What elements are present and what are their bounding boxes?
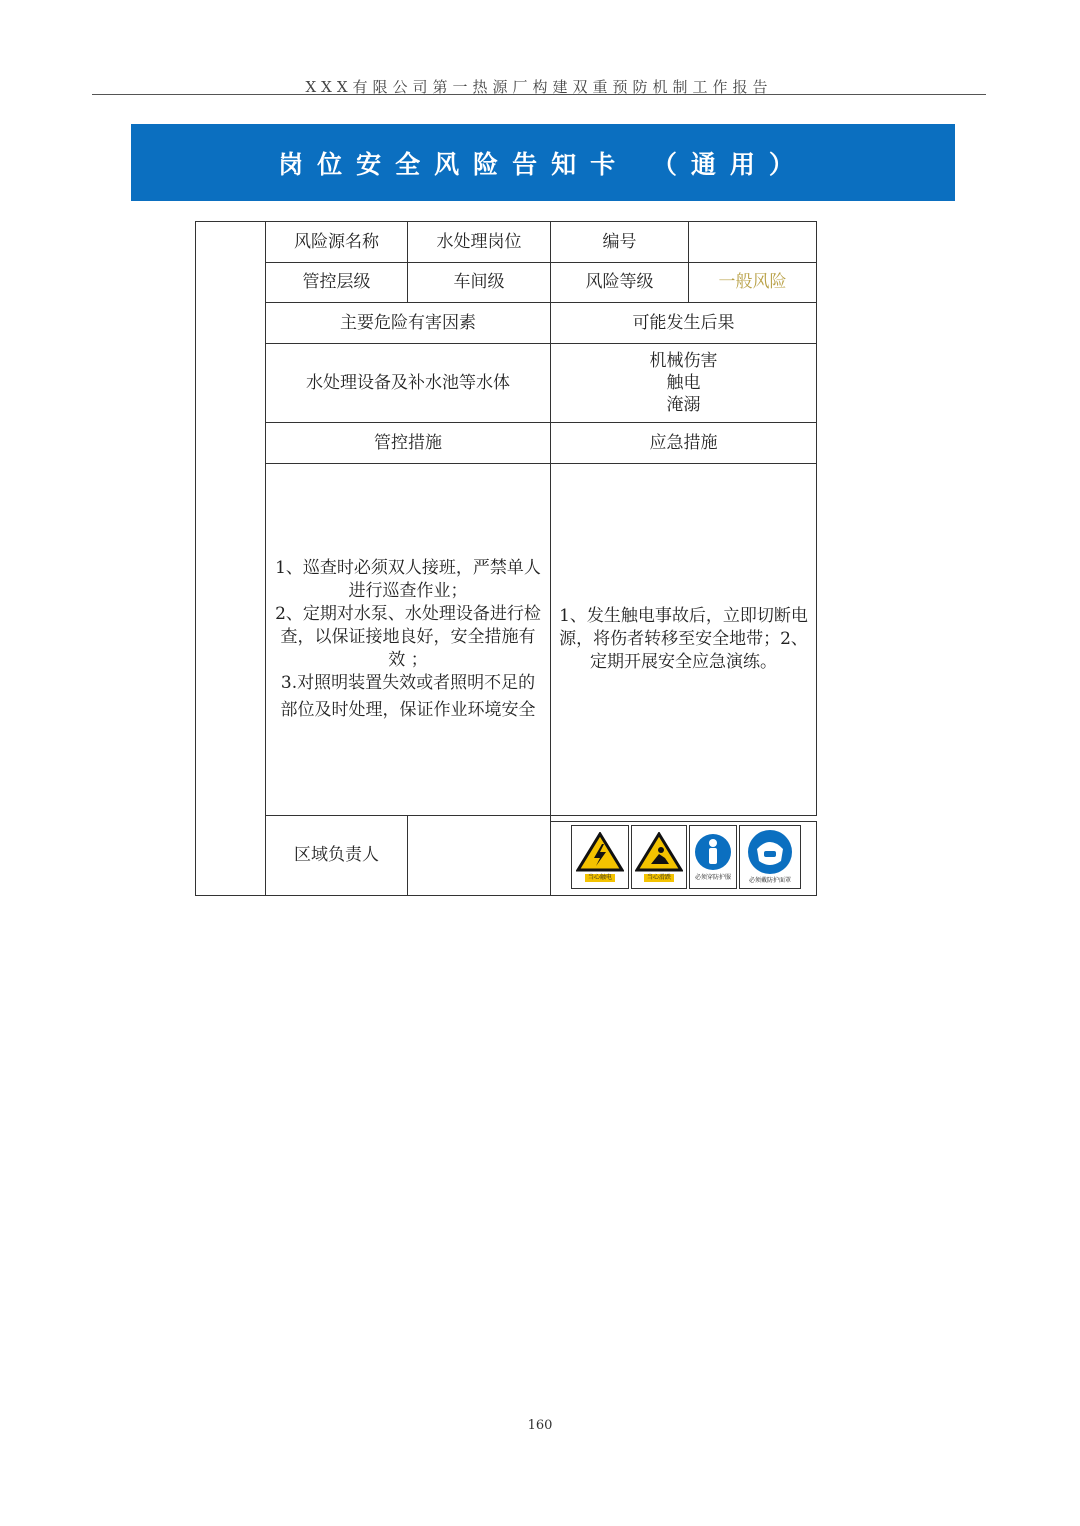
consequence-item: 机械伤害 [649,351,718,371]
risk-source-value: 水处理岗位 [407,221,551,263]
control-line: 进行巡查作业； [348,581,468,601]
consequence-list [550,343,817,423]
sign-caption: 必须戴防护面罩 [748,877,791,884]
left-blank-column [195,221,266,896]
risk-level-label: 风险等级 [550,262,689,303]
emergency-line: 1、发生触电事故后，立即切断电 [559,606,808,626]
hazard-header: 主要危险有害因素 [265,302,551,344]
consequence-item: 触电 [666,373,701,393]
slip-warning-icon [635,832,683,872]
control-line: 查，以保证接地良好，安全措施有 [280,627,536,647]
sign-face-mask [739,825,801,889]
area-manager-value [407,815,551,896]
area-manager-label: 区域负责人 [265,815,408,896]
sign-electric-shock [571,825,629,889]
must-wear-protection-icon [693,832,733,872]
sign-caption: 必须穿防护服 [694,874,731,881]
card-title-banner: 岗位安全风险告知卡 （通用） [131,124,955,201]
hazard-value: 水处理设备及补水池等水体 [265,343,551,423]
control-line: 部位及时处理，保证作业环境安全 [280,700,536,720]
control-line: 3.对照明装置失效或者照明不足的 [280,673,536,693]
control-line: 2、定期对水泵、水处理设备进行检 [275,604,541,624]
emergency-line: 源，将伤者转移至安全地带；2、 [559,629,808,649]
number-label: 编号 [550,221,689,263]
control-measures-header: 管控措施 [265,422,551,464]
control-line: 效 ； [388,650,428,670]
consequence-item: 淹溺 [666,395,701,415]
page-number: 160 [527,1418,553,1433]
emergency-measures-header: 应急措施 [550,422,817,464]
sign-protective-clothing [689,825,737,889]
report-header: XXX有限公司第一热源厂构建双重预防机制工作报告 [305,78,773,96]
control-measures-text [265,463,551,816]
risk-source-label: 风险源名称 [265,221,408,263]
header-divider [92,94,986,95]
sign-caption: 当心滑跌 [644,874,674,882]
emergency-line: 定期开展安全应急演练。 [590,652,777,672]
electric-shock-warning-icon [576,832,624,872]
sign-caption: 当心触电 [585,874,615,882]
risk-notification-card [195,221,817,896]
risk-level-value: 一般风险 [688,262,817,303]
control-level-value: 车间级 [407,262,551,303]
number-value [688,221,817,263]
consequence-header: 可能发生后果 [550,302,817,344]
control-level-label: 管控层级 [265,262,408,303]
control-line: 1、巡查时必须双人接班，严禁单人 [275,558,541,578]
emergency-measures-text [550,463,817,816]
sign-slip [631,825,687,889]
must-wear-mask-icon [745,829,795,875]
